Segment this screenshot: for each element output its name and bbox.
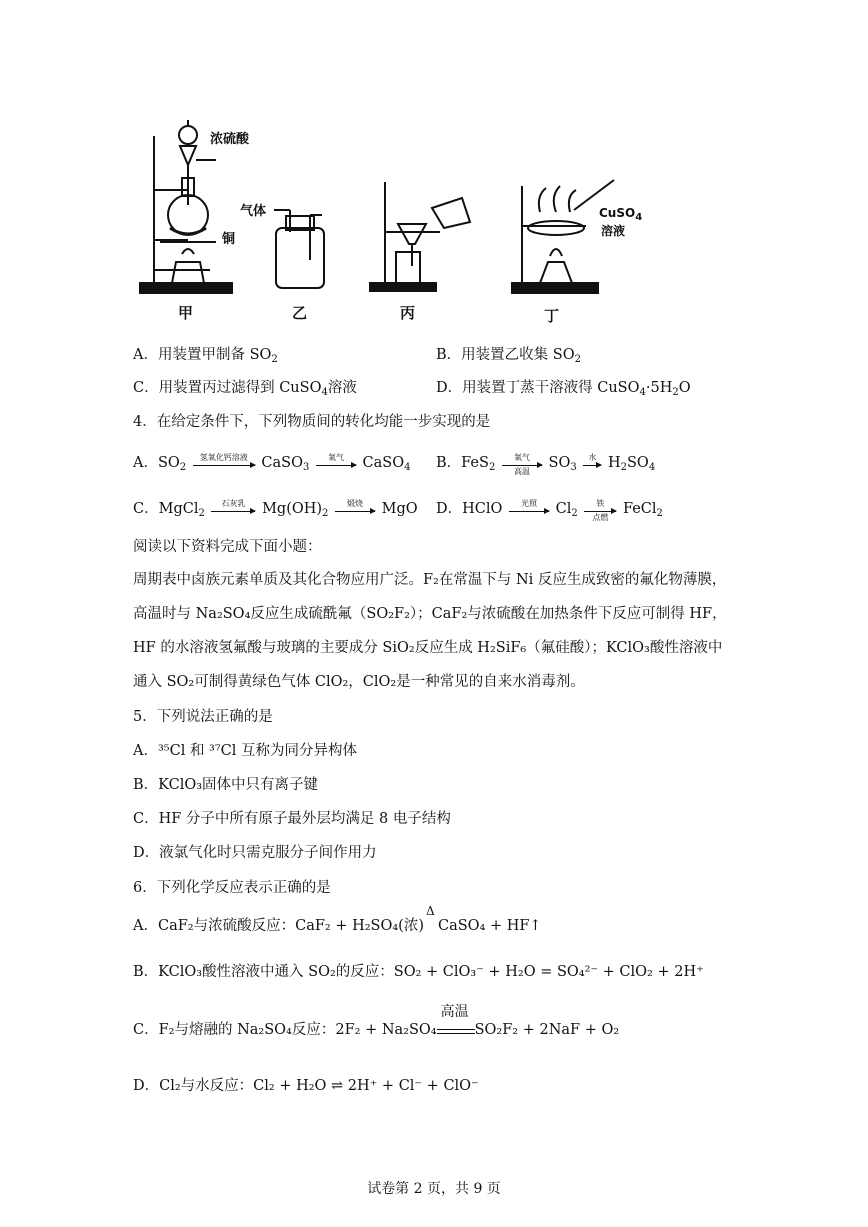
page-footer: 试卷第 2 页，共 9 页 — [367, 1181, 501, 1197]
q6-stem: 6．下列化学反应表示正确的是 — [133, 880, 331, 896]
q3-option-d: D．用装置丁蒸干溶液得 $CuSO_4\cdot 5H_2O$ — [436, 380, 691, 398]
gas-label: 气体 — [240, 204, 267, 219]
reading-line-3: HF 的水溶液氢氟酸与玻璃的主要成分 SiO₂反应生成 H₂SiF₆（氟硅酸）；KClO₃酸性溶液中 — [133, 640, 723, 656]
q6-option-a: A．CaF₂与浓硫酸反应：CaF₂ + H₂SO₄(浓) Δ CaSO₄ + HF↑ — [133, 904, 542, 934]
q5-option-d: D．液氯气化时只需克服分子间作用力 — [133, 845, 377, 861]
reading-line-2: 高温时与 Na₂SO₄反应生成硫酰氟（SO₂F₂）；CaF₂与浓硫酸在加热条件下反应可制得 HF， — [133, 606, 727, 622]
apparatus-bing-label: 丙 — [400, 304, 416, 322]
q5-stem: 5．下列说法正确的是 — [133, 709, 273, 725]
reading-line-1: 周期表中卤族元素单质及其化合物应用广泛。F₂在常温下与 Ni 反应生成致密的氟化物薄膜， — [133, 572, 727, 588]
q5-option-a: A．³⁵Cl 和 ³⁷Cl 互称为同分异构体 — [133, 743, 358, 759]
cuso4-label: CuSO$_4$ — [599, 206, 643, 223]
q6-option-c: C．F₂与熔融的 Na₂SO₄反应：2F₂ + Na₂SO₄ 高温 SO₂F₂ + 2NaF + O₂ — [133, 1004, 620, 1038]
copper-label: 铜 — [222, 232, 236, 247]
q6-option-d: D．Cl₂与水反应：Cl₂ + H₂O ⇌ 2H⁺ + Cl⁻ + ClO⁻ — [133, 1078, 479, 1094]
q3-option-c: C．用装置丙过滤得到 CuSO$_4$溶液 — [133, 380, 357, 398]
solution-label: 溶液 — [601, 224, 626, 238]
reading-line-4: 通入 SO₂可制得黄绿色气体 ClO₂，ClO₂是一种常见的自来水消毒剂。 — [133, 674, 585, 690]
q3-option-a: A．用装置甲制备 $SO_2$ — [133, 347, 278, 365]
q4-option-c: C．MgCl$_2$ 石灰乳 $Mg(OH)_2$ 煅烧 MgO — [133, 498, 418, 519]
q5-option-b: B．KClO₃固体中只有离子键 — [133, 777, 319, 793]
q4-option-a: A．$SO_2$ 氢氧化钙溶液 CaSO$_3$ 氧气 CaSO$_4$ — [133, 452, 411, 473]
q5-option-c: C．HF 分子中所有原子最外层均满足 8 电子结构 — [133, 811, 451, 827]
q4-stem: 4．在给定条件下，下列物质间的转化均能一步实现的是 — [133, 414, 491, 430]
apparatus-jia-label: 甲 — [178, 304, 194, 322]
q3-option-b: B．用装置乙收集 $SO_2$ — [436, 347, 581, 365]
q4-option-d: D．HClO 光照 $Cl_2$ 铁 点燃 FeCl$_2$ — [436, 498, 663, 522]
apparatus-yi-label: 乙 — [292, 304, 308, 322]
reading-intro: 阅读以下资料完成下面小题： — [133, 539, 322, 555]
q6-option-b: B．KClO₃酸性溶液中通入 SO₂的反应：SO₂ + ClO₃⁻ + H₂O = SO₄²⁻ + ClO₂ + 2H⁺ — [133, 964, 704, 980]
q4-option-b: B．FeS$_2$ 氧气 高温 $SO_3$ 水 $H_2SO_4$ — [436, 452, 656, 476]
apparatus-ding-label: 丁 — [544, 307, 560, 325]
apparatus-diagram — [0, 0, 868, 330]
concentrated-acid-label: 浓硫酸 — [210, 132, 250, 147]
